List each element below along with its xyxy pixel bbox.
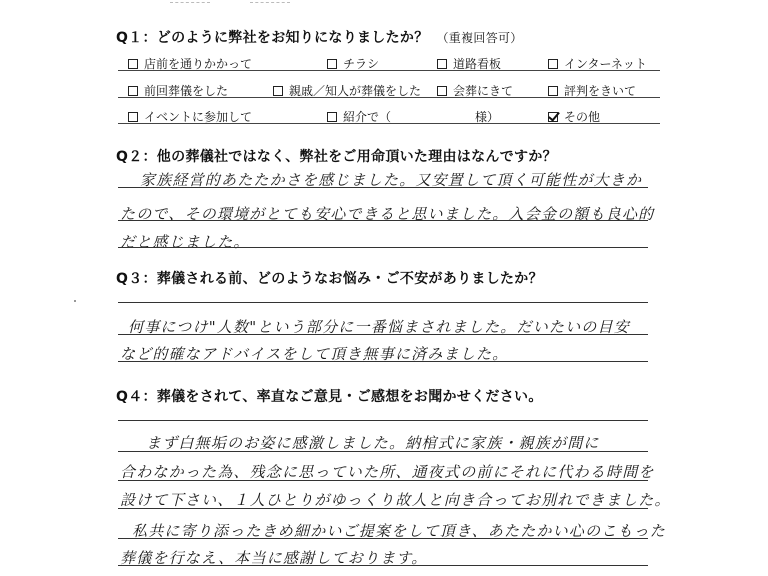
- option-label: インターネット: [564, 57, 647, 71]
- checkbox[interactable]: [437, 59, 447, 69]
- answer-rule: [118, 420, 648, 421]
- option-label: 評判をきいて: [564, 84, 637, 98]
- answer-rule: [118, 361, 648, 362]
- answer-rule: [118, 538, 648, 539]
- speck: [74, 300, 76, 302]
- answer-rule: [118, 247, 648, 248]
- checkbox[interactable]: [548, 86, 558, 96]
- option-row-line: [118, 70, 660, 71]
- q3-answer-line: など的確なアドバイスをして頂き無事に済みました。: [120, 345, 509, 363]
- answer-rule: [118, 334, 648, 335]
- option-row-line: [118, 123, 660, 124]
- q1-question: Q１：どのように弊社をお知りになりましたか？: [116, 30, 429, 46]
- option-row-line: [118, 97, 660, 98]
- checkbox[interactable]: [437, 86, 447, 96]
- option-label: チラシ: [343, 57, 380, 71]
- answer-rule: [118, 302, 648, 303]
- q4-answer-line: 私共に寄り添ったきめ細かいご提案をして頂き、あたたかい心のこもった: [132, 522, 667, 540]
- q4-question: Q４：葬儀をされて、率直なご意見・ご感想をお聞かせください。: [116, 389, 543, 405]
- option-label: 親戚／知人が葬儀をした: [289, 84, 422, 98]
- answer-rule: [118, 451, 648, 452]
- checkbox[interactable]: [327, 59, 337, 69]
- checkbox[interactable]: [128, 59, 138, 69]
- option-label: その他: [564, 110, 601, 124]
- q2-question: Q２：他の葬儀社ではなく、弊社をご用命頂いた理由はなんですか？: [116, 149, 557, 165]
- checkbox-checked[interactable]: [548, 112, 558, 122]
- q4-answer-line: 合わなかった為、残念に思っていた所、通夜式の前にそれに代わる時間を: [120, 463, 655, 481]
- q4-answer-line: 設けて下さい、１人ひとりがゆっくり故人と向き合ってお別れできました。: [120, 491, 671, 509]
- option-label: イベントに参加して: [144, 110, 253, 124]
- q1-note: （重複回答可）: [436, 31, 523, 45]
- checkbox[interactable]: [128, 112, 138, 122]
- q2-answer-line: たので、その環境がとても安心できると思いました。入会金の額も良心的: [120, 205, 655, 223]
- q4-answer-line: 葬儀を行なえ、本当に感謝しております。: [120, 549, 428, 567]
- cropped-line: [170, 2, 210, 3]
- q3-question: Q３：葬儀される前、どのようなお悩み・ご不安がありましたか？: [116, 271, 543, 287]
- option-label: 店前を通りかかって: [144, 57, 253, 71]
- q2-answer-line: だと感じました。: [120, 233, 250, 251]
- answer-rule: [118, 508, 648, 509]
- cropped-line: [250, 2, 290, 3]
- option-label: 前回葬儀をした: [144, 84, 229, 98]
- answer-rule: [118, 480, 648, 481]
- answer-rule: [118, 187, 648, 188]
- checkbox[interactable]: [273, 86, 283, 96]
- q3-answer-line: 何事につけ"人数"という部分に一番悩まされました。だいたいの目安: [128, 318, 630, 336]
- checkbox[interactable]: [327, 112, 337, 122]
- checkbox[interactable]: [548, 59, 558, 69]
- option-label: 会葬にきて: [453, 84, 514, 98]
- answer-rule: [118, 565, 648, 566]
- q2-answer-line: 家族経営的あたたかさを感じました。又安置して頂く可能性が大きか: [140, 171, 643, 189]
- option-label: 紹介で（ 様）: [343, 110, 500, 124]
- answer-rule: [118, 220, 648, 221]
- q4-answer-line: まず白無垢のお姿に感激しました。納棺式に家族・親族が間に: [146, 434, 600, 452]
- q1-heading: [116, 27, 523, 47]
- option-label: 道路看板: [453, 57, 502, 71]
- checkbox[interactable]: [128, 86, 138, 96]
